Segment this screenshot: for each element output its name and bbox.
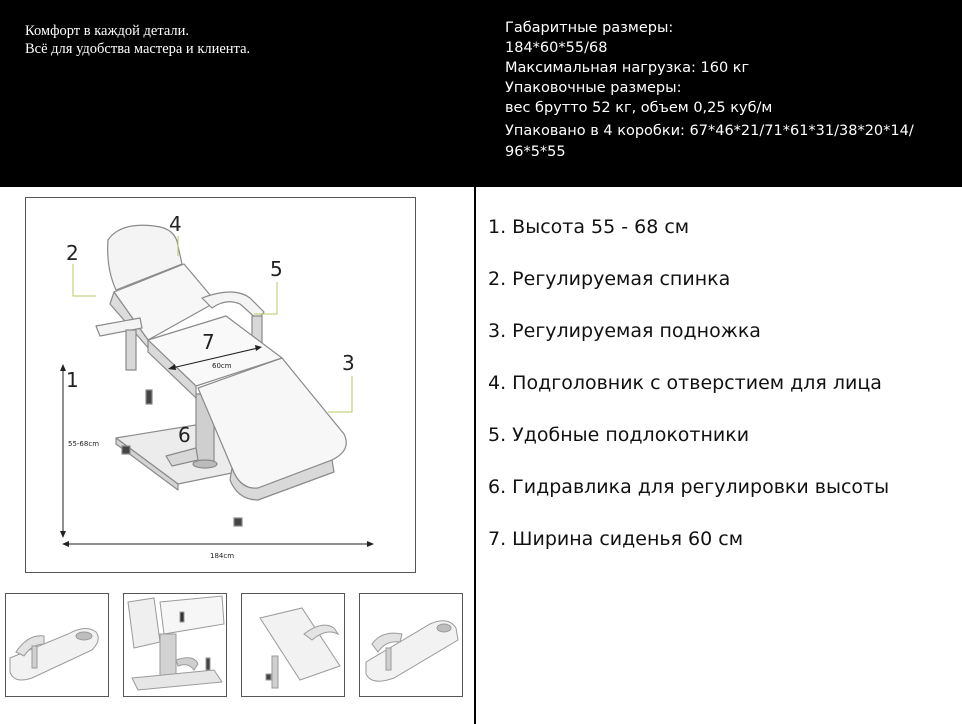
thumbnail-backrest — [359, 593, 463, 697]
thumbnail-headrest — [5, 593, 109, 697]
feature-item-headrest: 4. Подголовник с отверстием для лица — [488, 372, 882, 394]
spec-dimensions-heading: Габаритные размеры: — [505, 20, 674, 36]
callout-5: 5 — [270, 257, 283, 281]
armrest-photo — [242, 594, 344, 696]
width-dimension-label: 60cm — [212, 362, 232, 370]
chair-diagram — [25, 197, 416, 573]
slogan-line-2: Всё для удобства мастера и клиента. — [25, 41, 251, 57]
callout-3: 3 — [342, 351, 355, 375]
feature-item-hydraulics: 6. Гидравлика для регулировки высоты — [488, 476, 890, 498]
height-dimension-label: 55-68cm — [68, 440, 100, 448]
feature-item-armrests: 5. Удобные подлокотники — [488, 424, 750, 446]
feature-item-height: 1. Высота 55 - 68 см — [488, 216, 690, 238]
length-dimension-label: 184cm — [210, 552, 235, 560]
spec-boxes-cont: 96*5*55 — [505, 144, 566, 160]
feature-item-backrest: 2. Регулируемая спинка — [488, 268, 731, 290]
thumbnail-base — [123, 593, 227, 697]
chair-illustration — [26, 198, 415, 572]
spec-package-heading: Упаковочные размеры: — [505, 80, 682, 96]
thumbnail-armrest — [241, 593, 345, 697]
headrest-photo — [6, 594, 108, 696]
base-photo — [124, 594, 226, 696]
feature-item-seat-width: 7. Ширина сиденья 60 см — [488, 528, 744, 550]
feature-item-footrest: 3. Регулируемая подножка — [488, 320, 761, 342]
spec-dimensions-value: 184*60*55/68 — [505, 40, 608, 56]
callout-2: 2 — [66, 241, 79, 265]
callout-7: 7 — [202, 330, 215, 354]
slogan-line-1: Комфорт в каждой детали. — [25, 23, 190, 39]
backrest-photo — [360, 594, 462, 696]
spec-boxes: Упаковано в 4 коробки: 67*46*21/71*61*31/38*20*14/ — [505, 123, 914, 139]
header-band — [0, 0, 962, 187]
callout-4: 4 — [169, 212, 182, 236]
spec-max-load: Максимальная нагрузка: 160 кг — [505, 60, 750, 76]
callout-1: 1 — [66, 368, 79, 392]
vertical-divider — [474, 187, 476, 724]
spec-gross-weight: вес брутто 52 кг, объем 0,25 куб/м — [505, 100, 773, 116]
callout-6: 6 — [178, 423, 191, 447]
